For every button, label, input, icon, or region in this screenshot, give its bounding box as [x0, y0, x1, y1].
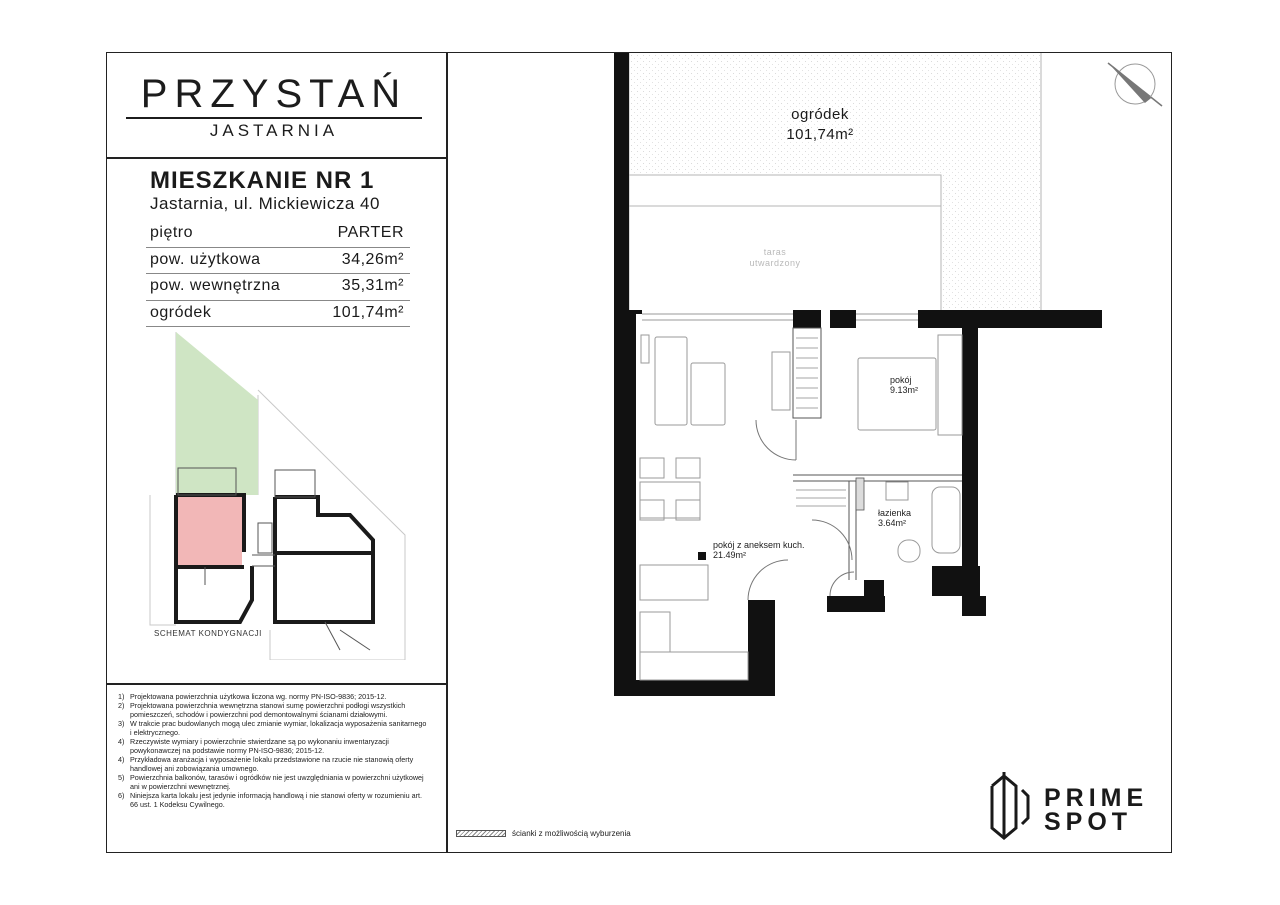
apartment-title: MIESZKANIE NR 1 — [150, 167, 375, 194]
property-row — [146, 248, 410, 275]
property-row — [146, 274, 410, 301]
north-arrow-icon — [1108, 63, 1162, 106]
floor-schema — [140, 330, 410, 660]
garden-fence-post — [614, 53, 629, 311]
note-number: 1) — [118, 692, 125, 701]
terrace-type: utwardzony — [749, 258, 801, 268]
room-label-pokoj — [890, 375, 918, 395]
room-area: 21.49m² — [713, 550, 747, 560]
property-value: 35,31m² — [341, 277, 404, 294]
note-number: 3) — [118, 719, 125, 728]
legend-text: ścianki z możliwością wyburzenia — [512, 829, 631, 838]
room-name: łazienka — [878, 508, 912, 518]
property-row — [146, 301, 410, 328]
note-text: Niniejsza karta lokalu jest jedynie informacją handlową i nie stanowi oferty w rozumieniu art. 66 ust. 1 Kodeksu Cywilnego. — [130, 791, 423, 809]
note-number: 4) — [118, 755, 125, 764]
brand-title: PRZYSTAŃ — [140, 72, 408, 116]
garden-label — [760, 105, 880, 145]
note-item — [118, 701, 428, 719]
room-label-lazienka — [878, 508, 911, 528]
note-text: Projektowana powierzchnia wewnętrzna stanowi sumę powierzchni podłogi wszystkich pomieszczeń, schodów i powierzchni pod demontowalnymi ścianami działowymi. — [130, 701, 406, 719]
garden-side-area — [941, 175, 1041, 310]
notes-separator — [106, 683, 447, 685]
room-area: 3.64m² — [878, 518, 907, 528]
property-label: piętro — [150, 224, 194, 241]
property-row — [146, 221, 410, 248]
room-name: pokój z aneksem kuch. — [713, 540, 805, 550]
schema-caption: SCHEMAT KONDYGNACJI — [154, 629, 262, 638]
property-label: pow. użytkowa — [150, 250, 261, 268]
property-value: 101,74m² — [332, 303, 404, 321]
room-label-salon — [713, 540, 805, 560]
logo-line-2: SPOT — [1044, 808, 1133, 836]
windows — [642, 314, 918, 320]
terrace-label — [720, 247, 830, 269]
demolishable-walls — [856, 478, 864, 510]
schema-garden-area — [176, 332, 258, 495]
property-label: pow. wewnętrzna — [150, 277, 281, 294]
note-item — [118, 755, 428, 773]
note-item — [118, 737, 428, 755]
note-text: W trakcie prac budowlanych mogą ulec zmianie wymiar, lokalizacja wyposażenia sanitarnego i elektrycznego. — [130, 719, 427, 737]
note-number: 6) — [118, 791, 125, 800]
room-name: pokój — [890, 375, 912, 385]
room-area: 9.13m² — [890, 385, 919, 395]
note-item — [118, 719, 428, 737]
property-label: ogródek — [150, 303, 212, 321]
door-swings — [748, 420, 854, 600]
plan-partitions — [793, 328, 962, 580]
note-number: 2) — [118, 701, 125, 710]
note-item — [118, 692, 428, 701]
properties-table — [146, 221, 410, 327]
note-text: Projektowana powierzchnia użytkowa liczona wg. normy PN-ISO-9836; 2015-12. — [130, 692, 387, 701]
property-value: PARTER — [337, 224, 404, 241]
schema-unit-area — [178, 496, 242, 566]
apartment-address: Jastarnia, ul. Mickiewicza 40 — [150, 194, 380, 213]
brand-subtitle: JASTARNIA — [209, 121, 339, 140]
logo-line-1: PRIME — [1044, 784, 1149, 812]
note-text: Przykładowa aranżacja i wyposażenie lokalu przedstawione na rzucie nie stanowią oferty handlowej ani zobowiązania umownego. — [130, 755, 414, 773]
note-number: 5) — [118, 773, 125, 782]
note-item — [118, 791, 428, 809]
floor-plan — [448, 53, 1170, 851]
hatch-swatch-icon — [456, 830, 506, 837]
note-item — [118, 773, 428, 791]
note-text: Rzeczywiste wymiary i powierzchnie stwierdzane są po wykonaniu inwentaryzacji powykonawczej na podstawie normy PN-ISO-9836; 2015-12. — [130, 737, 389, 755]
garden-name: ogródek — [791, 106, 849, 123]
terrace-name: taras — [763, 247, 787, 257]
brand-rule — [126, 117, 422, 119]
note-number: 4) — [118, 737, 125, 746]
header-separator — [106, 157, 447, 159]
garden-area-value: 101,74m² — [786, 126, 854, 143]
note-text: Powierzchnia balkonów, tarasów i ogródków nie jest uwzględniania w powierzchni użytkowej ani w powierzchni wewnętrznej. — [130, 773, 424, 791]
notes-list — [118, 692, 428, 809]
property-value: 34,26m² — [341, 250, 404, 268]
